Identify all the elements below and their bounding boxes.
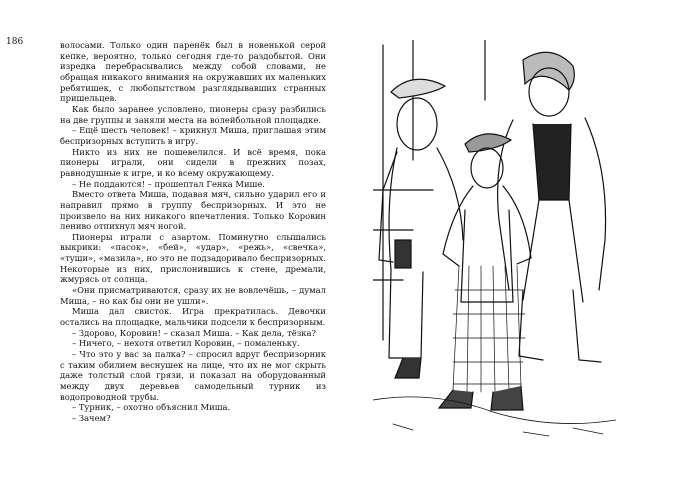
paragraph: Как было заранее условлено, пионеры сразу разбились на две группы и заняли места на волейбольной площадке. xyxy=(60,103,326,125)
paragraph: волосами. Только один паренёк был в новенькой серой кепке, вероятно, только сегодня где-то раздобытой. Они изредка перебрасывались между собой словами, не обращая никакого внимания на окружавших их маленьких ребятишек, с любопытством разглядывавших странных пришельцев. xyxy=(60,40,326,104)
paragraph: – Ещё шесть человек! – крикнул Миша, приглашая этим беспризорных вступить в игру. xyxy=(60,125,326,146)
paragraph: Пионеры играли с азартом. Поминутно слышались выкрики: «пасок», «бей», «удар», «режь», «свечка», «туши», «мазила», но это не подзадоривало беспризорных. Некоторые из них, прислонившись к стене, дремали, жмурясь от солнца. xyxy=(60,231,326,285)
paragraph: «Они присматриваются, сразу их не вовлечёшь, – думал Миша, – но как бы они не ушли». xyxy=(60,285,326,306)
paragraph: – Не поддаются! – прошептал Генка Мише. xyxy=(72,178,265,189)
paragraph: – Турник, – охотно объяснил Миша. xyxy=(72,402,231,413)
text-column xyxy=(60,40,326,424)
paragraph: – Ничего, – нехотя ответил Коровин, – помаленьку. xyxy=(72,338,300,349)
paragraph: – Здорово, Коровин! – сказал Миша. – Как дела, тёзка? xyxy=(72,327,317,338)
paragraph: – Зачем? xyxy=(72,412,111,423)
paragraph: – Что это у вас за палка? – спросил вдруг беспризорник с таким обилием веснушек на лице, что их не мог скрыть даже толстый слой грязи, и показал на оборудованный между двух деревьев самодельный турник из водопроводной трубы. xyxy=(60,349,326,402)
paragraph: Миша дал свисток. Игра прекратилась. Девочки остались на площадке, мальчики подсели к беспризорным. xyxy=(60,306,326,328)
illustration xyxy=(373,40,616,444)
illustration-drawing xyxy=(373,40,616,444)
page-number: 186 xyxy=(6,37,24,47)
paragraph: Никто из них не пошевелился. И всё время, пока пионеры играли, они сидели в прежних позах, равнодушные к игре, и ко всему окружающему. xyxy=(60,146,326,178)
paragraph: Вместо ответа Миша, подавая мяч, сильно ударил его и направил прямо в группу беспризорных. И это не произвело на них никакого впечатления. Только Коровин лениво отпихнул мяч ногой. xyxy=(60,189,326,232)
